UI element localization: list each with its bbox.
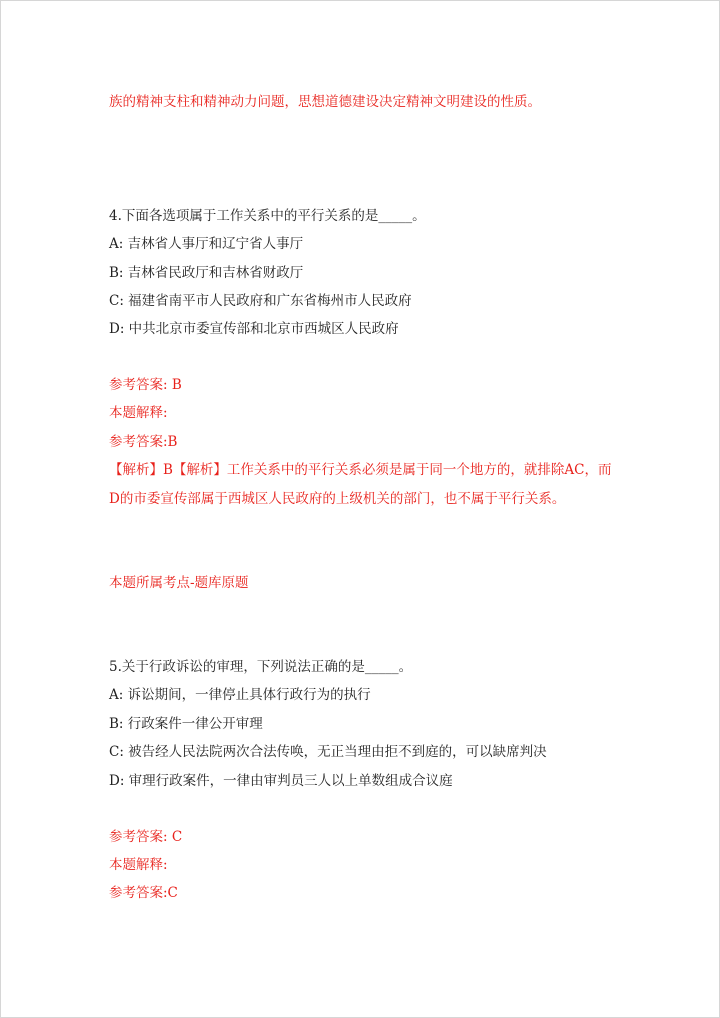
question-4-answer-repeat: 参考答案:B — [109, 434, 178, 450]
question-4-source: 本题所属考点-题库原题 — [109, 575, 249, 591]
question-5-stem: 5.关于行政诉讼的审理，下列说法正确的是_____。 — [109, 659, 413, 675]
question-4-option-c: C: 福建省南平市人民政府和广东省梅州市人民政府 — [109, 293, 412, 309]
question-4-analysis: 【解析】B【解析】工作关系中的平行关系必须是属于同一个地方的，就排除AC，而D的市委宣传部属于西城区人民政府的上级机关的部门，也不属于平行关系。 — [109, 462, 612, 507]
question-4-option-b: B: 吉林省民政厅和吉林省财政厅 — [109, 265, 304, 281]
question-4-answer: 参考答案: B — [109, 377, 182, 393]
question-4-stem: 4.下面各选项属于工作关系中的平行关系的是_____。 — [109, 208, 426, 224]
question-5-option-c: C: 被告经人民法院两次合法传唤，无正当理由拒不到庭的，可以缺席判决 — [109, 744, 547, 760]
question-5-answer: 参考答案: C — [109, 829, 183, 845]
intro-continuation-text: 族的精神支柱和精神动力问题，思想道德建设决定精神文明建设的性质。 — [109, 94, 541, 110]
question-5-option-b: B: 行政案件一律公开审理 — [109, 716, 263, 732]
question-5-option-a: A: 诉讼期间，一律停止具体行政行为的执行 — [109, 687, 371, 703]
question-5-answer-repeat: 参考答案:C — [109, 885, 178, 901]
question-4-option-d: D: 中共北京市委宣传部和北京市西城区人民政府 — [109, 321, 399, 337]
question-4-option-a: A: 吉林省人事厅和辽宁省人事厅 — [109, 236, 304, 252]
question-5-explanation-label: 本题解释: — [109, 857, 168, 873]
question-4-explanation-label: 本题解释: — [109, 405, 168, 421]
question-5-option-d: D: 审理行政案件，一律由审判员三人以上单数组成合议庭 — [109, 773, 453, 789]
